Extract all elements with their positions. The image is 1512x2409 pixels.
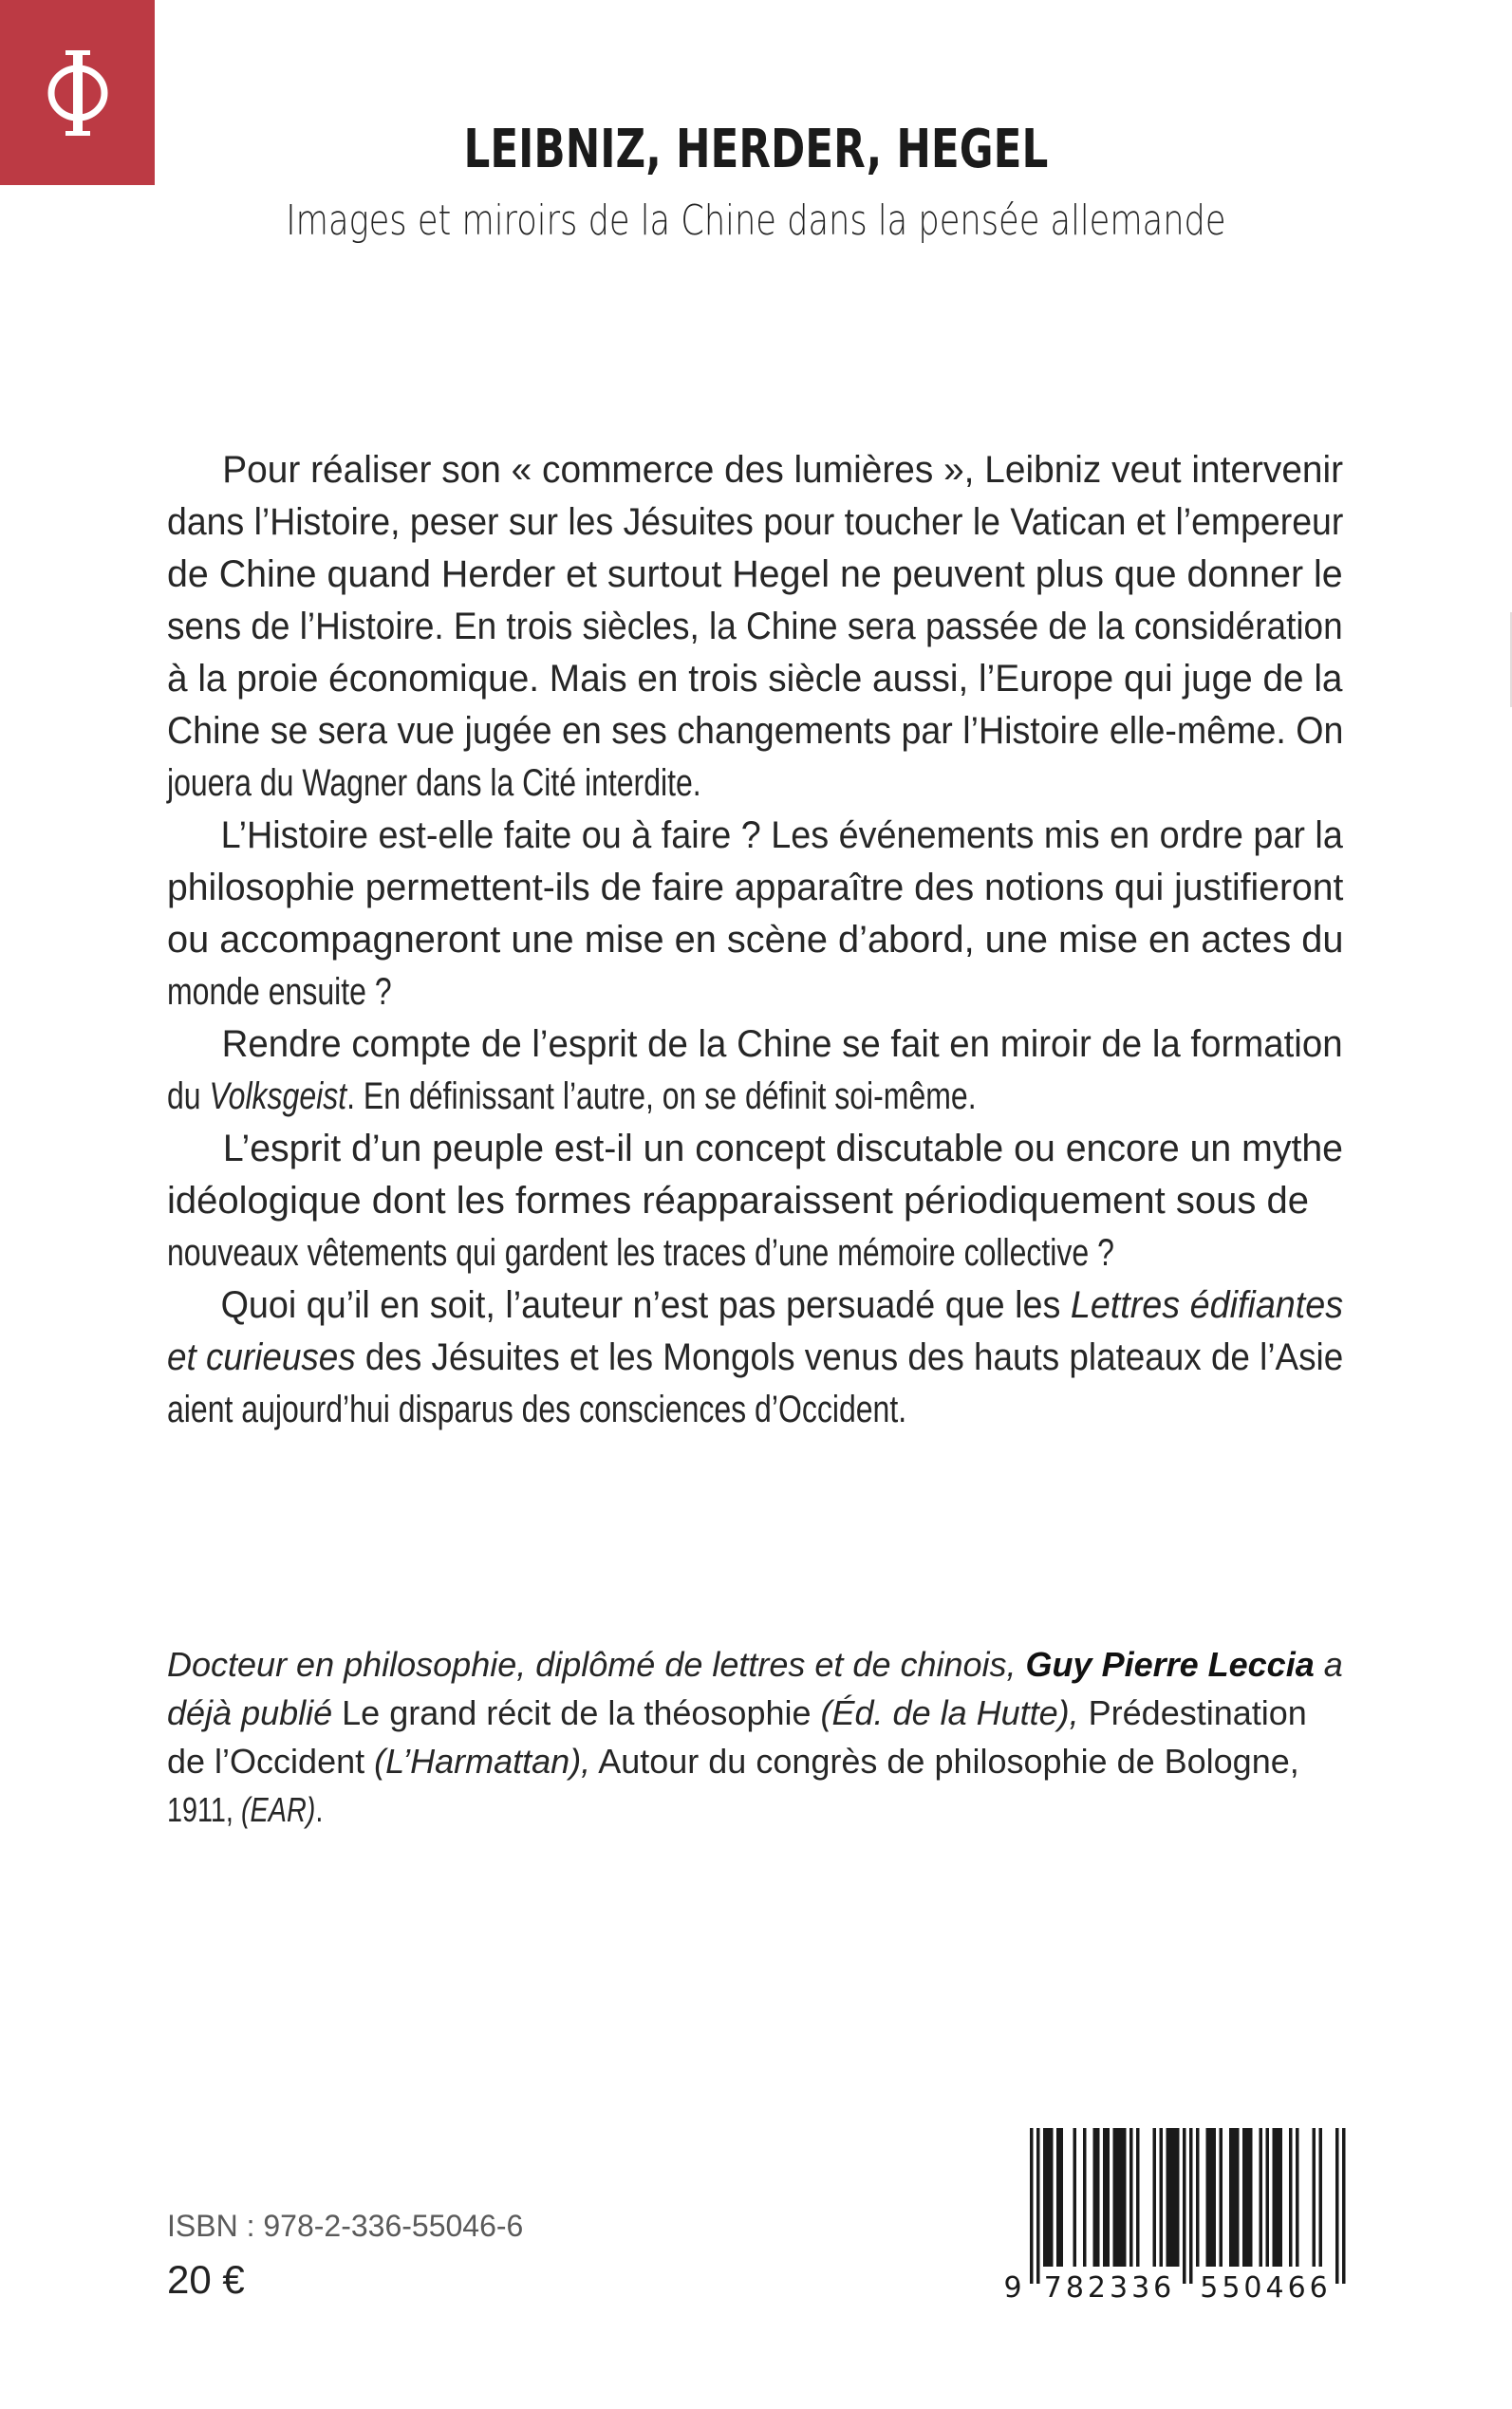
bio-line <box>167 1689 1343 1737</box>
blurb-text: Quoi qu’il en soit, l’auteur n’est pas persuadé que les <box>220 1284 1071 1326</box>
blurb-line: ou accompagneront une mise en scène d’abord, une mise en actes du <box>167 919 1344 961</box>
bio-text: a <box>1314 1645 1343 1684</box>
book-title-ref: de l’Occident <box>167 1742 375 1781</box>
publisher-logo <box>0 0 155 185</box>
blurb-line: idéologique dont les formes réapparaissent périodiquement sous de <box>167 1180 1309 1222</box>
book-title-ref: 1911, <box>167 1790 241 1829</box>
blurb-line: Chine se sera vue jugée en ses changements par l’Histoire elle-même. On <box>167 710 1344 752</box>
ean13-barcode <box>1001 2122 1353 2312</box>
bio-text: . <box>315 1790 324 1829</box>
blurb-line: à la proie économique. Mais en trois siècle aussi, l’Europe qui juge de la <box>167 658 1343 700</box>
blurb-line <box>167 1332 1344 1384</box>
blurb-text: du <box>167 1075 210 1117</box>
blurb-line: monde ensuite ? <box>167 971 392 1013</box>
blurb-text: . En définissant l’autre, on se définit soi-même. <box>346 1075 977 1117</box>
author-bio <box>167 1640 1343 1834</box>
blurb-line: dans l’Histoire, peser sur les Jésuites pour toucher le Vatican et l’empereur <box>167 501 1344 543</box>
blurb-line: nouveaux vêtements qui gardent les traces d’une mémoire collective ? <box>167 1232 1114 1274</box>
blurb-line: philosophie permettent-ils de faire apparaître des notions qui justifieront <box>167 867 1344 908</box>
bio-line <box>167 1737 1343 1785</box>
publisher-ref: (EAR) <box>240 1790 316 1829</box>
blurb-text: des Jésuites et les Mongols venus des hauts plateaux de l’Asie <box>355 1336 1344 1378</box>
blurb-line <box>167 1071 1108 1123</box>
bio-line <box>167 1640 1343 1689</box>
publisher-ref: (L’Harmattan), <box>374 1742 591 1781</box>
blurb-line: Pour réaliser son « commerce des lumières », Leibniz veut intervenir <box>222 449 1344 491</box>
book-title-ref: Le grand récit de la théosophie <box>332 1693 821 1732</box>
svg-text:9: 9 <box>1003 2271 1026 2305</box>
book-subtitle: Images et miroirs de la Chine dans la pensée allemande <box>286 196 1226 245</box>
book-title-ref: Autour du congrès de philosophie de Bologne, <box>590 1742 1299 1781</box>
bio-text: déjà publié <box>167 1693 333 1732</box>
blurb-line: Rendre compte de l’esprit de la Chine se fait en miroir de la formation <box>221 1023 1343 1065</box>
blurb-italic-term: Volksgeist <box>209 1075 347 1117</box>
blurb-line: de Chine quand Herder et surtout Hegel ne peuvent plus que donner le <box>167 553 1343 595</box>
blurb-italic-term: Lettres édifiantes <box>1070 1284 1344 1326</box>
book-title: LEIBNIZ, HERDER, HEGEL <box>463 119 1049 180</box>
author-name: Guy Pierre Leccia <box>1025 1645 1315 1684</box>
barcode-graphic <box>1001 2122 1353 2312</box>
svg-text:782336: 782336 <box>1043 2271 1176 2305</box>
blurb-line: aient aujourd’hui disparus des consciences d’Occident. <box>167 1389 907 1430</box>
blurb-line <box>167 1279 1344 1332</box>
back-cover-blurb <box>167 444 1343 1436</box>
blurb-italic-term: et curieuses <box>167 1336 356 1378</box>
blurb-line: jouera du Wagner dans la Cité interdite. <box>167 762 701 804</box>
isbn-label: ISBN : 978-2-336-55046-6 <box>167 2209 524 2243</box>
blurb-line: sens de l’Histoire. En trois siècles, la Chine sera passée de la considération <box>167 606 1343 647</box>
publisher-ref: (Éd. de la Hutte), <box>820 1693 1079 1732</box>
price-label: 20 € <box>167 2257 245 2302</box>
blurb-line: L’Histoire est-elle faite ou à faire ? Les événements mis en ordre par la <box>220 814 1343 856</box>
bio-text: Docteur en philosophie, diplômé de lettres et de chinois, <box>167 1645 1026 1684</box>
book-title-ref: Prédestination <box>1078 1693 1307 1732</box>
blurb-line: L’esprit d’un peuple est-il un concept discutable ou encore un mythe <box>222 1128 1344 1169</box>
phi-icon <box>40 46 116 140</box>
svg-text:550466: 550466 <box>1200 2271 1332 2305</box>
bio-line <box>167 1785 1108 1834</box>
